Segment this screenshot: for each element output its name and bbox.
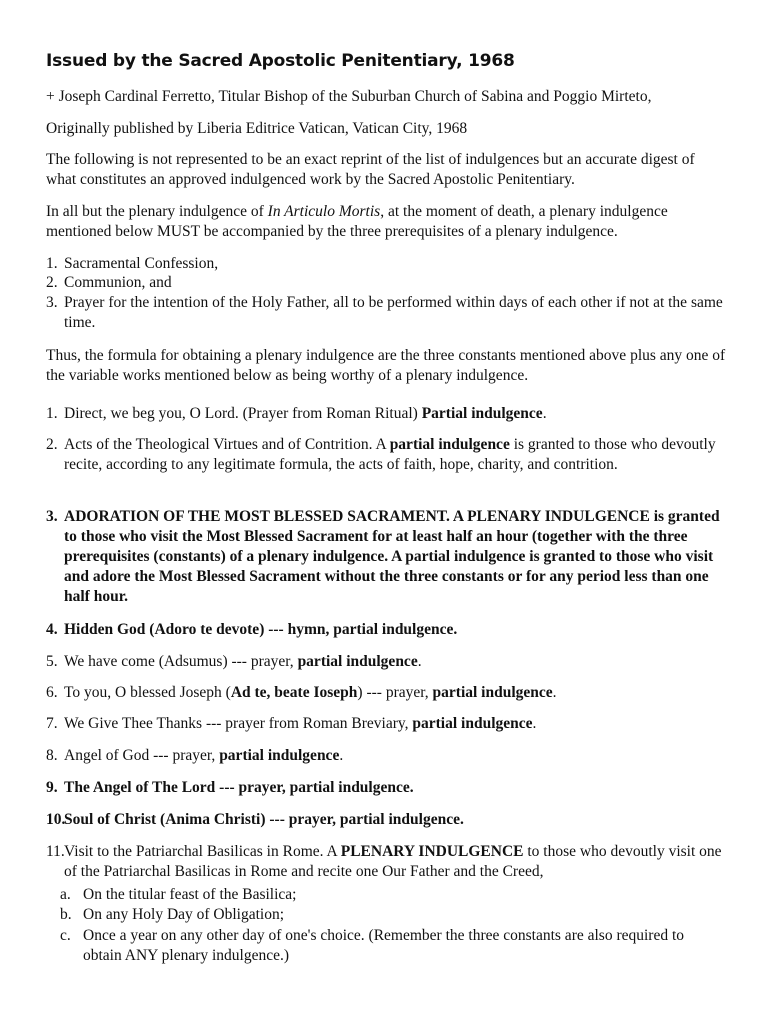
indulgence-item: 1. Direct, we beg you, O Lord. (Prayer from Roman Ritual) Partial indulgence. <box>46 405 547 422</box>
basilica-visit-subitem: a. On the titular feast of the Basilica; <box>60 886 297 903</box>
basilica-visit-subitem: b. On any Holy Day of Obligation; <box>60 906 285 923</box>
basilica-visit-subitem: c. Once a year on any other day of one's choice. (Remember the three constants are also required to obtain ANY plenary indulgence.) <box>60 927 685 964</box>
prerequisite-item: 1. Sacramental Confession, <box>46 255 219 272</box>
indulgence-item: 2. Acts of the Theological Virtues and of Contrition. A partial indulgence is granted to those who devoutly recite, according to any legitimate formula, the acts of faith, hope, charity, and contrition. <box>46 436 716 473</box>
indulgence-item: 9. The Angel of The Lord --- prayer, partial indulgence. <box>46 779 414 796</box>
signatory-line: + Joseph Cardinal Ferretto, Titular Bishop of the Suburban Church of Sabina and Poggio Mirteto, <box>46 88 652 105</box>
publication-line: Originally published by Liberia Editrice Vatican, Vatican City, 1968 <box>46 120 468 137</box>
prerequisite-item: 3. Prayer for the intention of the Holy Father, all to be performed within days of each other if not at the same time. <box>46 294 723 331</box>
indulgence-item: 11. Visit to the Patriarchal Basilicas in Rome. A PLENARY INDULGENCE to those who devoutly visit one of the Patriarchal Basilicas in Rome and recite one Our Father and the Creed, <box>46 843 722 880</box>
prerequisite-item: 2. Communion, and <box>46 274 172 291</box>
prerequisites-paragraph: In all but the plenary indulgence of In Articulo Mortis, at the moment of death, a plenary indulgence mentioned below MUST be accompanied by the three prerequisites of a plenary indulgence. <box>46 203 668 240</box>
indulgence-item: 7. We Give Thee Thanks --- prayer from Roman Breviary, partial indulgence. <box>46 715 537 732</box>
indulgence-item: 3. ADORATION OF THE MOST BLESSED SACRAMENT. A PLENARY INDULGENCE is granted to those who visit the Most Blessed Sacrament for at least half an hour (together with the three prerequisites (constants) of a plenary indulgence. A partial indulgence is granted to those who visit and adore the Most Blessed Sacrament without the three constants or for any period less than one half hour. <box>46 508 720 605</box>
in-articulo-mortis: In Articulo Mortis <box>267 203 381 220</box>
indulgence-item: 4. Hidden God (Adoro te devote) --- hymn, partial indulgence. <box>46 621 458 638</box>
indulgence-item: 6. To you, O blessed Joseph (Ad te, beate Ioseph) --- prayer, partial indulgence. <box>46 684 557 701</box>
page-title: Issued by the Sacred Apostolic Penitentiary, 1968 <box>46 51 515 71</box>
formula-paragraph: Thus, the formula for obtaining a plenary indulgence are the three constants mentioned above plus any one of the variable works mentioned below as being worthy of a plenary indulgence. <box>46 347 726 384</box>
indulgence-item: 8. Angel of God --- prayer, partial indulgence. <box>46 747 344 764</box>
indulgence-item: 10. Soul of Christ (Anima Christi) --- prayer, partial indulgence. <box>46 811 464 828</box>
digest-note: The following is not represented to be an exact reprint of the list of indulgences but an accurate digest of what constitutes an approved indulgenced work by the Sacred Apostolic Penitentiary. <box>46 151 695 188</box>
indulgence-item: 5. We have come (Adsumus) --- prayer, partial indulgence. <box>46 653 422 670</box>
